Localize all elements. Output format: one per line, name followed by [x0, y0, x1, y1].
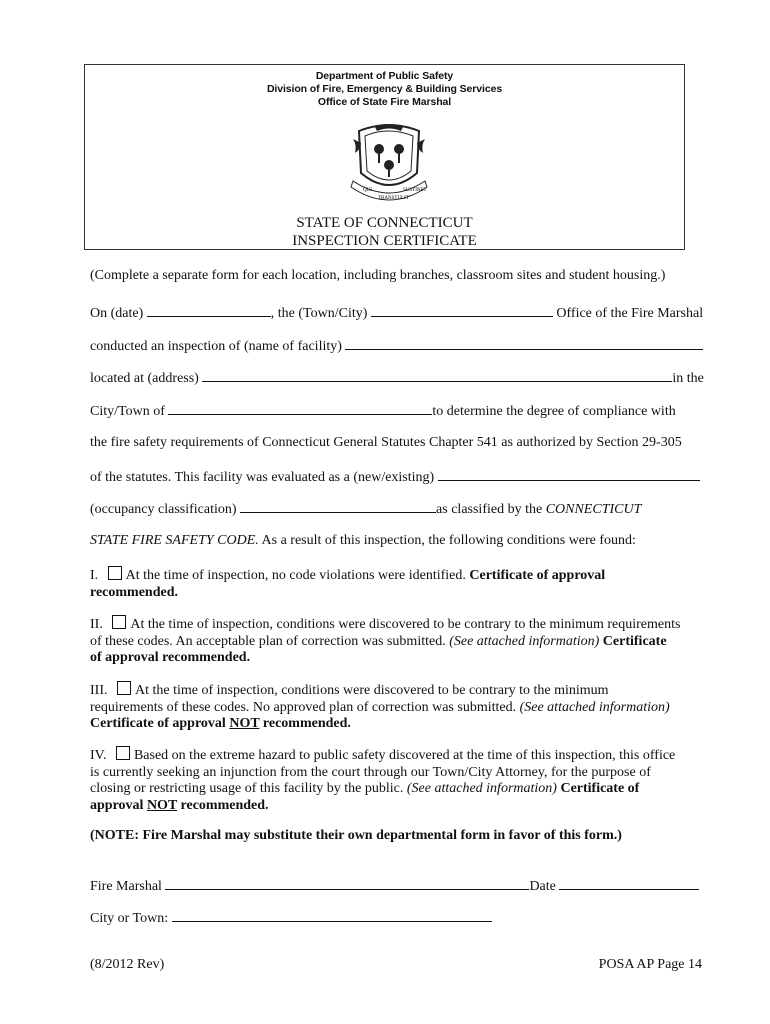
option-2-number: II.	[90, 617, 103, 632]
date-label: Date	[529, 879, 556, 894]
option-3-text-2: requirements of these codes. No approved plan of correction was submitted.	[90, 699, 520, 715]
option-4-not: NOT	[146, 797, 178, 813]
option-1-number: I.	[90, 568, 99, 583]
option-1-bold-2: recommended.	[90, 584, 178, 600]
option-2-text-1: At the time of inspection, conditions were discovered to be contrary to the minimum requirements	[130, 617, 681, 632]
address-field[interactable]	[202, 369, 672, 382]
new-existing-field[interactable]	[438, 468, 700, 481]
city-town-label: City/Town of	[90, 404, 165, 419]
statutes-label: of the statutes. This facility was evaluated as a (new/existing)	[90, 470, 435, 485]
option-3-text-1: At the time of inspection, conditions were discovered to be contrary to the minimum	[135, 683, 609, 698]
option-2-bold: Certificate	[599, 633, 667, 649]
header-box	[84, 64, 685, 250]
date-town-line	[90, 304, 703, 322]
option-4	[90, 746, 690, 814]
option-3-bold: Certificate of approval	[90, 716, 230, 731]
fire-marshal-label: Fire Marshal	[90, 879, 162, 894]
city-or-town-line	[90, 909, 492, 927]
agency-name: Department of Public Safety	[315, 70, 454, 82]
state-title: STATE OF CONNECTICUT	[296, 215, 473, 231]
option-2-checkbox[interactable]	[112, 615, 126, 629]
ct-label: CONNECTICUT	[545, 502, 642, 517]
town-city-field[interactable]	[371, 304, 553, 317]
office-name: Office of State Fire Marshal	[317, 96, 452, 108]
seal-motto-right: SUSTINET	[403, 188, 427, 193]
option-1-bold: Certificate of approval	[469, 568, 606, 583]
classified-label: as classified by the	[436, 502, 546, 517]
state-seal-icon	[349, 121, 429, 209]
note: (NOTE: Fire Marshal may substitute their own departmental form in favor of this form.)	[90, 828, 622, 843]
occupancy-line	[90, 500, 641, 518]
certificate-title: INSPECTION CERTIFICATE	[292, 233, 477, 249]
instructions: (Complete a separate form for each location, including branches, classroom sites and student housing.)	[90, 268, 666, 283]
option-2	[90, 615, 690, 667]
option-4-text-1: Based on the extreme hazard to public safety discovered at the time of this inspection, this office	[133, 748, 676, 763]
revision-date: (8/2012 Rev)	[90, 957, 165, 972]
seal-motto-mid: TRANSTULIT	[378, 196, 409, 201]
option-2-bold-2: of approval recommended.	[90, 650, 251, 665]
option-1-checkbox[interactable]	[108, 566, 122, 580]
conditions-line	[90, 533, 636, 549]
option-4-number: IV.	[90, 748, 107, 763]
option-3-italic: (See attached information)	[519, 699, 670, 715]
determine-label: to determine the degree of compliance with	[432, 404, 676, 419]
in-the-label: in the	[672, 371, 704, 386]
occupancy-field[interactable]	[240, 500, 436, 513]
address-line	[90, 369, 704, 387]
option-4-text-2: is currently seeking an injunction from the court through our Town/City Attorney, for the purpose of	[90, 764, 651, 780]
option-4-italic: (See attached information)	[406, 781, 557, 796]
option-2-italic: (See attached information)	[449, 633, 600, 649]
office-label: Office of the Fire Marshal	[556, 306, 704, 321]
occupancy-label: (occupancy classification)	[90, 502, 237, 517]
facility-name-field[interactable]	[345, 337, 703, 350]
signature-date-field[interactable]	[559, 877, 699, 890]
option-4-checkbox[interactable]	[116, 746, 130, 760]
option-3-number: III.	[90, 683, 108, 698]
fire-safety-line: the fire safety requirements of Connecticut General Statutes Chapter 541 as authorized by Section 29-305	[90, 435, 682, 450]
fire-marshal-line	[90, 877, 699, 895]
option-4-bold-3: recommended.	[177, 797, 269, 813]
facility-label: conducted an inspection of (name of facility)	[90, 339, 342, 354]
option-4-bold: Certificate of	[556, 781, 640, 796]
fire-marshal-field[interactable]	[165, 877, 529, 890]
town-label: , the (Town/City)	[270, 306, 368, 321]
city-town-field[interactable]	[168, 402, 432, 415]
option-3-not: NOT	[229, 716, 260, 731]
option-1-text: At the time of inspection, no code violations were identified.	[125, 568, 470, 583]
option-2-text-2: of these codes. An acceptable plan of correction was submitted.	[90, 633, 450, 649]
option-3-bold-2: recommended.	[259, 716, 351, 731]
option-3	[90, 681, 690, 733]
option-4-text-3: closing or restricting usage of this facility by the public.	[90, 781, 407, 796]
city-line	[90, 402, 676, 420]
option-4-bold-2: approval	[90, 797, 147, 813]
new-existing-line	[90, 468, 700, 486]
date-field[interactable]	[147, 304, 271, 317]
code-name: STATE FIRE SAFETY CODE.	[90, 533, 259, 548]
city-or-town-label: City or Town:	[90, 911, 169, 926]
page-number: POSA AP Page 14	[598, 957, 702, 972]
option-3-checkbox[interactable]	[117, 681, 131, 695]
facility-line	[90, 337, 703, 355]
seal-motto-left: QUI	[363, 188, 372, 193]
result-label: As a result of this inspection, the following conditions were found:	[258, 533, 636, 548]
on-date-label: On (date)	[90, 306, 144, 321]
address-label: located at (address)	[90, 371, 199, 386]
city-or-town-field[interactable]	[172, 909, 492, 922]
option-1	[90, 566, 690, 601]
division-name: Division of Fire, Emergency & Building Services	[266, 83, 503, 95]
